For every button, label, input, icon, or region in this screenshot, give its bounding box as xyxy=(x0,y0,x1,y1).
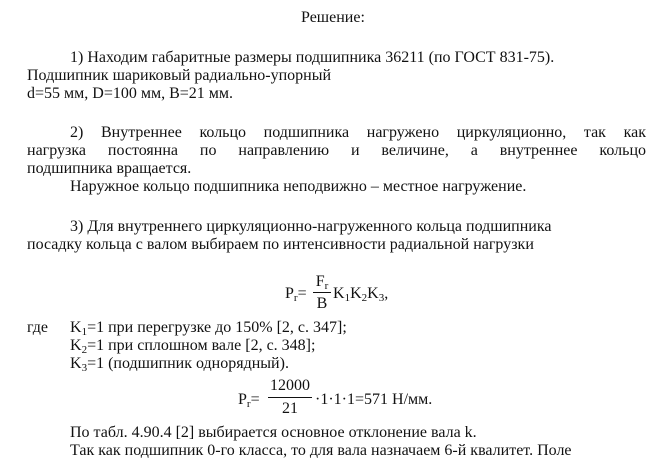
formula1-numerator: $F_r$ xyxy=(315,273,329,292)
where-k1: $K_1=1$ при перегрузке до 150% [2, с. 347]; xyxy=(70,319,347,338)
s2-line2: нагрузка постоянна по направлению и величине, а внутреннее кольцо xyxy=(27,142,646,159)
s3-line1: 3) Для внутреннего циркуляционно-нагруженного кольца подшипника xyxy=(70,218,552,235)
formula2-fraction-bar xyxy=(268,397,312,398)
s2-line4: Наружное кольцо подшипника неподвижно – местное нагружение. xyxy=(70,178,527,195)
solution-title: Решение: xyxy=(301,9,365,26)
s2-line3: подшипника вращается. xyxy=(27,160,192,177)
formula2-lhs: $P_r=$ xyxy=(238,391,260,410)
s2-line1: 2) Внутреннее кольцо подшипника нагружено циркуляционно, так как xyxy=(70,124,646,141)
where-k2: $K_2=1$ при сплошном вале [2, с. 348]; xyxy=(70,337,316,356)
s3-line2: посадку кольца с валом выбираем по интенсивности радиальной нагрузки xyxy=(27,236,534,253)
tail-line1: По табл. 4.90.4 [2] выбирается основное отклонение вала k. xyxy=(70,424,477,441)
formula1-denominator: B xyxy=(316,295,328,312)
formula2-denominator: 21 xyxy=(282,400,298,417)
s1-line3: d=55 мм, D=100 мм, B=21 мм. xyxy=(27,85,234,102)
formula1-lhs: $P_r=$ xyxy=(285,285,307,304)
formula2-rhs: ·1·1·1=571 Н/мм. xyxy=(315,391,433,408)
formula2-numerator: 12000 xyxy=(270,377,310,394)
formula1-coefficients: $K_1K_2K_3$, xyxy=(333,285,389,304)
formula1-fraction-bar xyxy=(313,292,331,293)
s1-line2: Подшипник шариковый радиально-упорный xyxy=(27,67,332,84)
where-label: где xyxy=(27,319,49,336)
s1-line1: 1) Находим габаритные размеры подшипника 36211 (по ГОСТ 831-75). xyxy=(70,49,555,66)
where-k3: $K_3=1$ (подшипник однорядный). xyxy=(70,355,289,374)
tail-line2: Так как подшипник 0-го класса, то для вала назначаем 6-й квалитет. Поле xyxy=(70,442,572,459)
